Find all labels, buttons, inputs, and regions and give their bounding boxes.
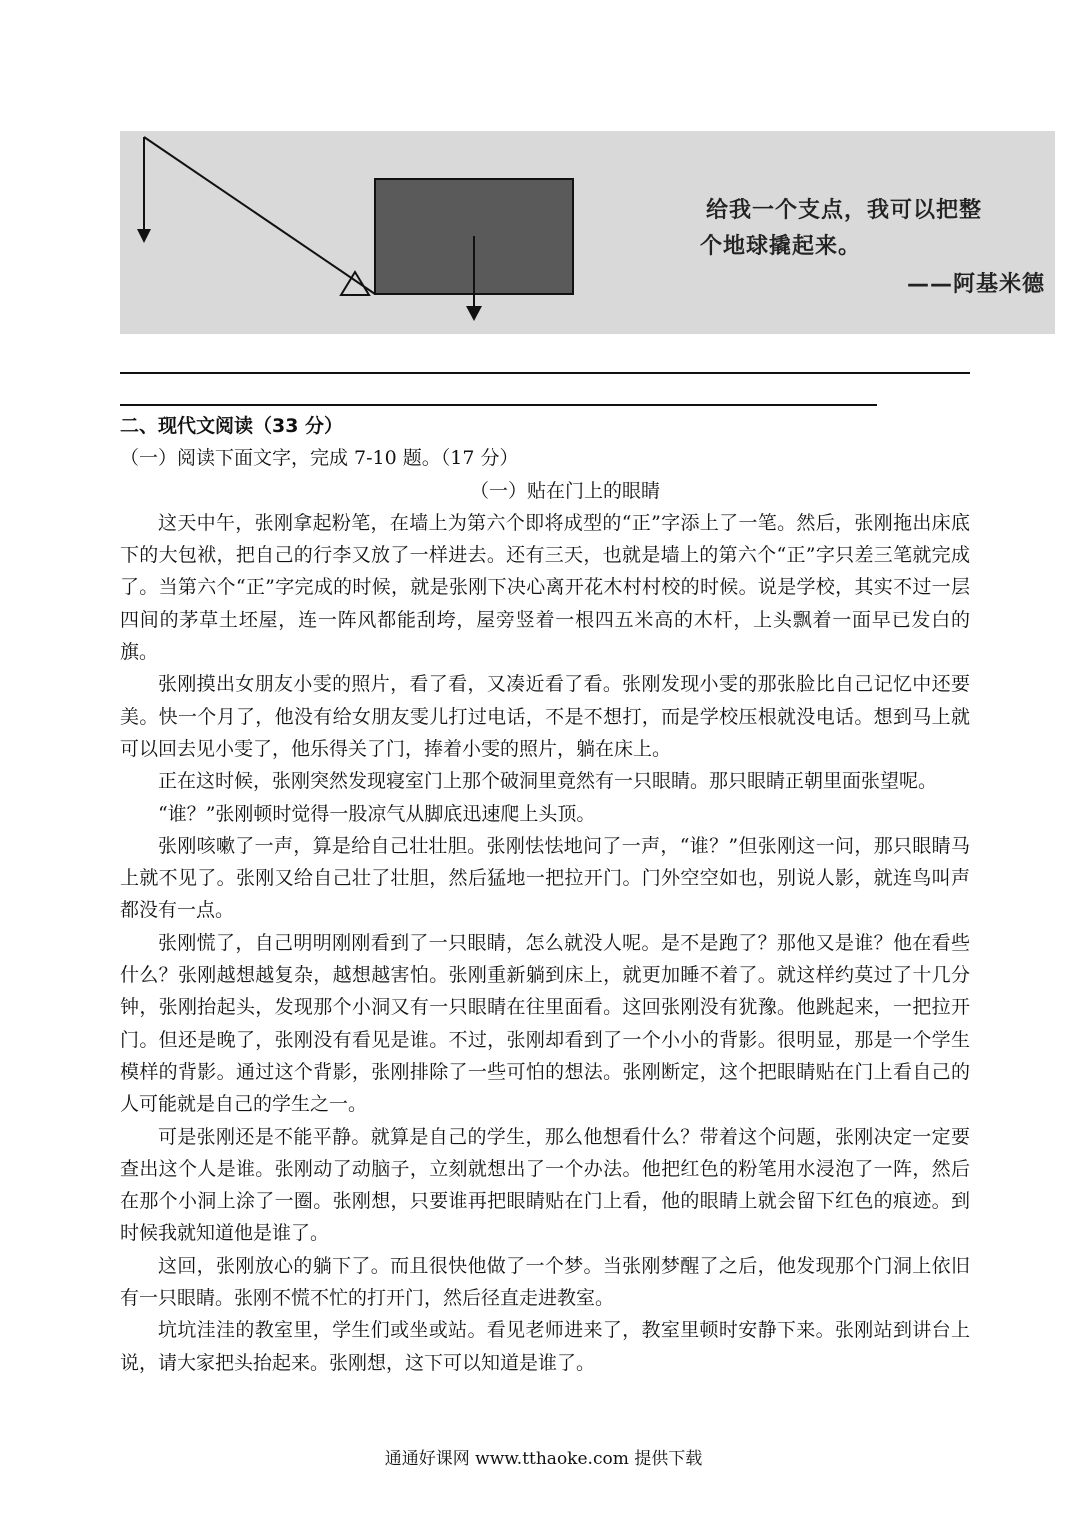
section-instruction: （一）阅读下面文字，完成 7-10 题。（17 分） <box>120 447 519 470</box>
lever-illustration <box>120 131 1055 334</box>
paragraph: 这回，张刚放心的躺下了。而且很快他做了一个梦。当张刚梦醒了之后，他发现那个门洞上依旧有一只眼睛。张刚不慌不忙的打开门，然后径直走进教室。 <box>120 1254 970 1310</box>
paragraph: 这天中午，张刚拿起粉笔，在墙上为第六个即将成型的“正”字添上了一笔。然后，张刚拖出床底下的大包袱，把自己的行李又放了一样进去。还有三天，也就是墙上的第六个“正”字只差三笔就完成了。当第六个“正”字完成的时候，就是张刚下决心离开花木村村校的时候。说是学校，其实不过一层四间的茅草土坯屋，连一阵风都能刮垮，屋旁竖着一根四五米高的木杆，上头飘着一面早已发白的旗。 <box>120 511 970 664</box>
fulcrum-triangle <box>341 272 369 295</box>
paragraph: 张刚咳嗽了一声，算是给自己壮壮胆。张刚怯怯地问了一声，“谁？”但张刚这一问，那只眼睛马上就不见了。张刚又给自己壮了壮胆，然后猛地一把拉开门。门外空空如也，别说人影，就连鸟叫声都没有一点。 <box>120 834 970 922</box>
effort-arrowhead <box>137 229 151 243</box>
quote-author: ——阿基米德 <box>906 272 1045 297</box>
archimedes-quote <box>700 193 1045 303</box>
quote-line-2: 个地球撬起来。 <box>700 234 862 259</box>
paragraph: 正在这时候，张刚突然发现寝室门上那个破洞里竟然有一只眼睛。那只眼睛正朝里面张望呢。 <box>158 770 938 793</box>
reading-section <box>120 410 970 1379</box>
load-arrowhead <box>466 306 482 321</box>
page-footer: 通通好课网 www.tthaoke.com 提供下载 <box>384 1449 703 1469</box>
section-title: 二、现代文阅读（33 分） <box>120 415 344 437</box>
answer-line-1[interactable] <box>120 372 970 374</box>
paragraph: “谁？”张刚顿时觉得一股凉气从脚底迅速爬上头顶。 <box>158 802 596 825</box>
answer-line-2[interactable] <box>120 404 877 406</box>
paragraph: 坑坑洼洼的教室里，学生们或坐或站。看见老师进来了，教室里顿时安静下来。张刚站到讲台上说，请大家把头抬起来。张刚想，这下可以知道是谁了。 <box>120 1319 970 1374</box>
paragraph: 可是张刚还是不能平静。就算是自己的学生，那么他想看什么？带着这个问题，张刚决定一定要查出这个人是谁。张刚动了动脑子，立刻就想出了一个办法。他把红色的粉笔用水浸泡了一阵，然后在那个小洞上涂了一圈。张刚想，只要谁再把眼睛贴在门上看，他的眼睛上就会留下红色的痕迹。到时候我就知道他是谁了。 <box>120 1125 970 1245</box>
lever-beam <box>144 137 375 294</box>
paragraph: 张刚摸出女朋友小雯的照片，看了看，又凑近看了看。张刚发现小雯的那张脸比自己记忆中还要美。快一个月了，他没有给女朋友雯儿打过电话，不是不想打，而是学校压根就没电话。想到马上就可以回去见小雯了，他乐得关了门，捧着小雯的照片，躺在床上。 <box>120 673 970 760</box>
paragraph: 张刚慌了，自己明明刚刚看到了一只眼睛，怎么就没人呢。是不是跑了？那他又是谁？他在看些什么？张刚越想越复杂，越想越害怕。张刚重新躺到床上，就更加睡不着了。就这样约莫过了十几分钟，张刚抬起头，发现那个小洞又有一只眼睛在往里面看。这回张刚没有犹豫。他跳起来，一把拉开门。但还是晚了，张刚没有看见是谁。不过，张刚却看到了一个小小的背影。很明显，那是一个学生模样的背影。通过这个背影，张刚排除了一些可怕的想法。张刚断定，这个把眼睛贴在门上看自己的人可能就是自己的学生之一。 <box>120 931 970 1116</box>
quote-line-1: 给我一个支点，我可以把整 <box>706 198 983 223</box>
story-title: （一）贴在门上的眼睛 <box>469 479 660 502</box>
